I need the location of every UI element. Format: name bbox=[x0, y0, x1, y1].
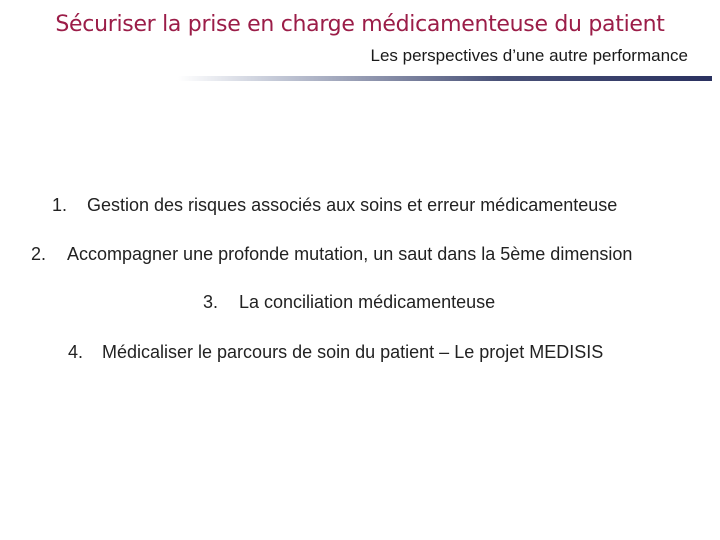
list-item-text: Médicaliser le parcours de soin du patient – Le projet MEDISIS bbox=[102, 342, 604, 362]
list-item-text: La conciliation médicamenteuse bbox=[239, 292, 496, 312]
list-item-number: 1. bbox=[52, 195, 68, 215]
list-item-number: 4. bbox=[68, 342, 84, 362]
list-item-number: 2. bbox=[31, 244, 47, 264]
list-item-text: Accompagner une profonde mutation, un saut dans la 5ème dimension bbox=[67, 244, 633, 264]
slide-title: Sécuriser la prise en charge médicamenteuse du patient bbox=[55, 12, 665, 37]
list-item bbox=[203, 292, 495, 313]
list-item bbox=[68, 342, 603, 363]
slide-subtitle: Les perspectives d’une autre performance bbox=[370, 46, 688, 65]
header-divider bbox=[178, 76, 712, 81]
list-item bbox=[52, 195, 617, 216]
list-item bbox=[31, 244, 632, 265]
list-item-text: Gestion des risques associés aux soins et erreur médicamenteuse bbox=[87, 195, 618, 215]
list-item-number: 3. bbox=[203, 292, 219, 312]
